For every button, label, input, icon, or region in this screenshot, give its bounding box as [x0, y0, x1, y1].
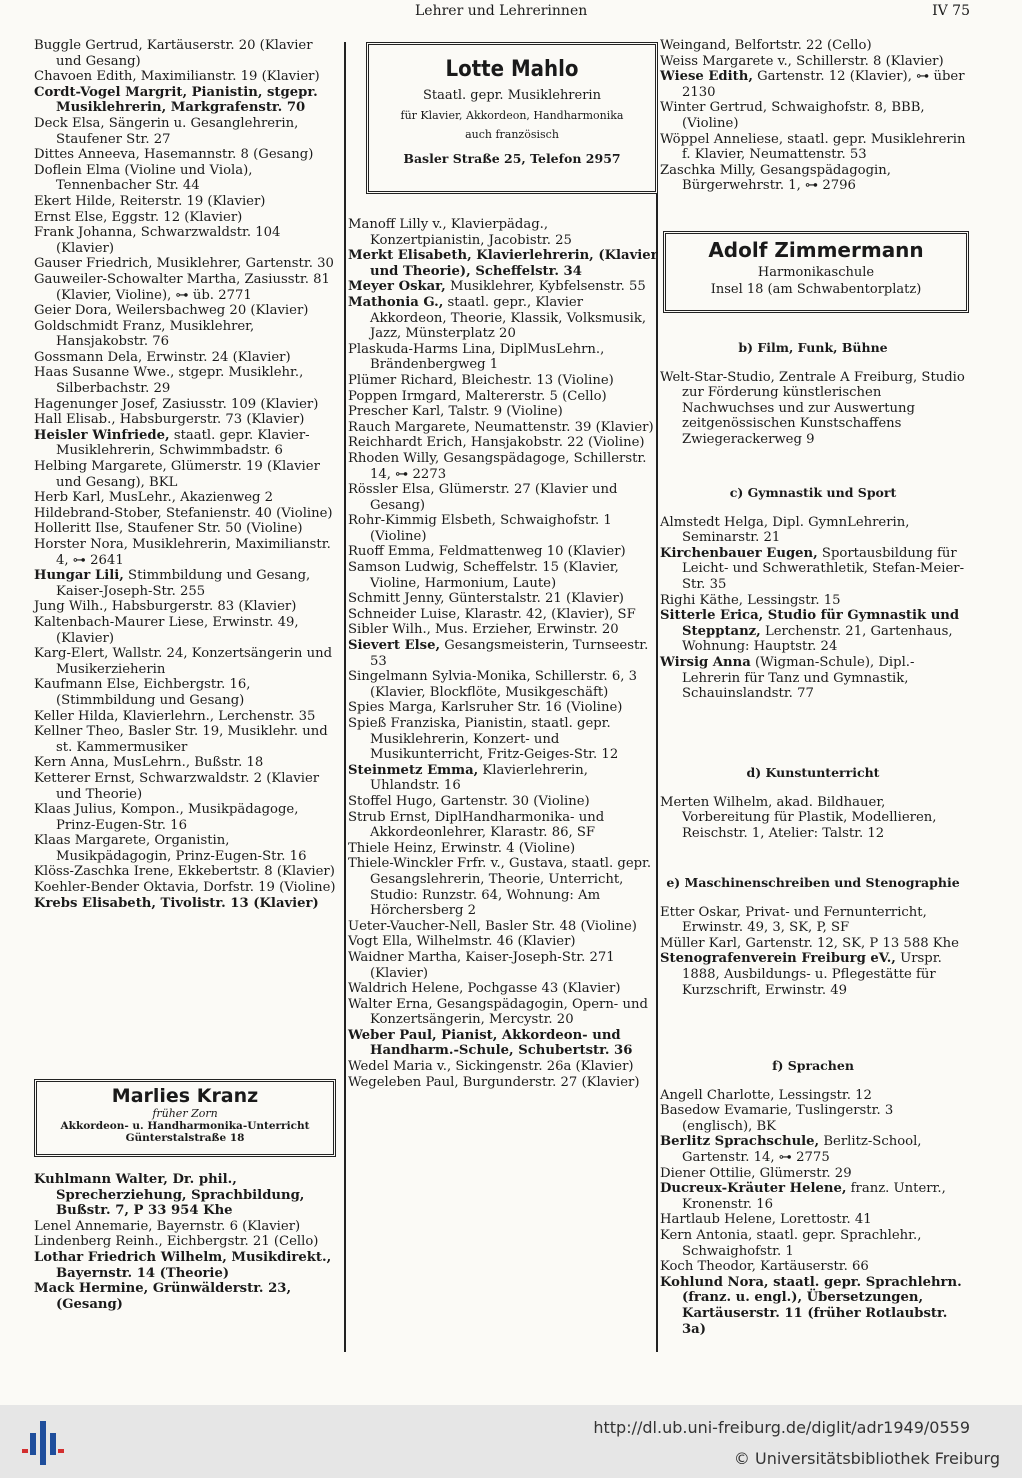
directory-entry: Almstedt Helga, Dipl. GymnLehrerin, Seminarstr. 21 [660, 514, 910, 546]
directory-entry: Ruoff Emma, Feldmattenweg 10 (Klavier) [348, 544, 626, 560]
directory-entry: Ernst Else, Eggstr. 12 (Klavier) [34, 209, 243, 225]
ad-line: Günterstalstraße 18 [125, 1132, 245, 1144]
ad-name: Lotte Mahlo [445, 57, 579, 82]
directory-entry: Thiele Heinz, Erwinstr. 4 (Violine) [348, 840, 576, 856]
ad-line: Harmonikaschule [757, 265, 875, 280]
directory-entry: Dittes Anneeva, Hasemannstr. 8 (Gesang) [34, 147, 314, 163]
entry-name: Sievert Else, [348, 638, 441, 654]
entry-name: Wirsig Anna [660, 654, 751, 670]
directory-entry: Lindenberg Reinh., Eichbergstr. 21 (Cello) [34, 1234, 319, 1250]
entry-name: Kirchenbauer Eugen, [660, 545, 818, 561]
entry-name: Steinmetz Emma, [348, 762, 479, 778]
directory-entry: Rauch Margarete, Neumattenstr. 39 (Klavier) [348, 419, 654, 435]
directory-entry: Walter Erna, Gesangspädagogin, Opern- und Konzertsängerin, Mercystr. 20 [348, 996, 648, 1028]
directory-entry: Wirsig Anna (Wigman-Schule), Dipl.-Lehrerin für Tanz und Gymnastik, Schauinslandstr. 77 [660, 654, 915, 702]
directory-entry: Hildebrand-Stober, Stefanienstr. 40 (Violine) [34, 505, 333, 521]
directory-entry: Ekert Hilde, Reiterstr. 19 (Klavier) [34, 193, 266, 209]
entry-name: Stenografenverein Freiburg eV., [660, 951, 896, 967]
directory-entry: Klaas Margarete, Organistin, Musikpädagogin, Prinz-Eugen-Str. 16 [34, 833, 307, 864]
document-url-link[interactable]: http://dl.ub.uni-freiburg.de/diglit/adr1949/0559 [593, 1418, 970, 1437]
directory-entry: Sibler Wilh., Mus. Erzieher, Erwinstr. 20 [348, 622, 619, 638]
directory-entry: Stenografenverein Freiburg eV., Urspr. 1888, Ausbildungs- u. Pflegestätte für Kurzschrift, Erwinstr. 49 [660, 951, 942, 998]
directory-entry: Frank Johanna, Schwarzwaldstr. 104 (Klavier) [34, 225, 281, 256]
directory-entry: Welt-Star-Studio, Zentrale A Freiburg, Studio zur Förderung künstlerischen Nachwuchses und zur Auswertung zeitgenössischen Kunstschaffens Zwiegerackerweg 9 [660, 369, 965, 447]
directory-entry: Helbing Margarete, Glümerstr. 19 (Klavier und Gesang), BKL [34, 459, 320, 490]
directory-entry: Kern Anna, MusLehrn., Bußstr. 18 [34, 755, 264, 771]
directory-entry: Angell Charlotte, Lessingstr. 12 [660, 1087, 872, 1103]
section-heading: c) Gymnastik und Sport [729, 485, 897, 500]
entry-name: Ducreux-Kräuter Helene, [660, 1181, 847, 1197]
directory-entry: Spieß Franziska, Pianistin, staatl. gepr. Musiklehrerin, Konzert- und Musikunterricht, Fritz-Geiges-Str. 12 [348, 716, 619, 763]
section-film-funk-buehne [660, 340, 966, 448]
column-divider [344, 42, 346, 1352]
ad-line: auch französisch [465, 128, 559, 141]
directory-entry: Kuhlmann Walter, Dr. phil., Sprecherziehung, Sprachbildung, Bußstr. 7, P 33 954 Khe [34, 1172, 305, 1219]
directory-entry: Meyer Oskar, Musiklehrer, Kybfelsenstr. 55 [348, 279, 646, 295]
directory-entry: Rohr-Kimmig Elsbeth, Schwaighofstr. 1 (Violine) [348, 513, 612, 544]
ad-name: Adolf Zimmermann [708, 238, 924, 262]
directory-entry: Lenel Annemarie, Bayernstr. 6 (Klavier) [34, 1218, 301, 1234]
directory-entry: Keller Hilda, Klavierlehrn., Lerchenstr. 35 [34, 708, 316, 724]
directory-entry: Holleritt Ilse, Staufener Str. 50 (Violine) [34, 521, 303, 537]
directory-entry: Doflein Elma (Violine und Viola), Tennenbacher Str. 44 [34, 162, 253, 194]
directory-entry: Wegeleben Paul, Burgunderstr. 27 (Klavier) [348, 1074, 640, 1090]
directory-entry: Sitterle Erica, Studio für Gymnastik und Stepptanz, Lerchenstr. 21, Gartenhaus, Wohnung: Hauptstr. 24 [660, 608, 960, 655]
entry-name: Mathonia G., [348, 294, 444, 310]
entry-name: Hungar Lili, [34, 568, 124, 584]
directory-entry: Plümer Richard, Bleichestr. 13 (Violine) [348, 372, 614, 388]
entry-name: Wiese Edith, [660, 69, 753, 85]
ad-lotte-mahlo [366, 42, 658, 194]
directory-entry: Weingand, Belfortstr. 22 (Cello) [660, 38, 872, 53]
directory-entry: Kellner Theo, Basler Str. 19, Musiklehr. und st. Kammermusiker [34, 724, 328, 755]
directory-entry: Kohlund Nora, staatl. gepr. Sprachlehrn. (franz. u. engl.), Übersetzungen, Kartäuserstr. 11 (früher Rotlaubstr. 3a) [660, 1274, 962, 1337]
directory-entry: Righi Käthe, Lessingstr. 15 [660, 592, 841, 608]
directory-entry: Vogt Ella, Wilhelmstr. 46 (Klavier) [348, 934, 576, 950]
directory-entry: Mack Hermine, Grünwälderstr. 23, (Gesang) [34, 1281, 292, 1312]
directory-entry: Reichhardt Erich, Hansjakobstr. 22 (Violine) [348, 435, 645, 451]
section-heading: d) Kunstunterricht [746, 765, 880, 780]
directory-entry: Diener Ottilie, Glümerstr. 29 [660, 1165, 852, 1181]
directory-entry: Schneider Luise, Klarastr. 42, (Klavier), SF [348, 606, 636, 622]
directory-entry: Krebs Elisabeth, Tivolistr. 13 (Klavier) [34, 895, 319, 911]
page-header-title: Lehrer und Lehrerinnen [415, 3, 588, 19]
directory-entry: Goldschmidt Franz, Musiklehrer, Hansjakobstr. 76 [34, 318, 255, 350]
directory-entry: Winter Gertrud, Schwaighofstr. 8, BBB, (Violine) [660, 100, 925, 131]
directory-entry: Stoffel Hugo, Gartenstr. 30 (Violine) [348, 793, 590, 809]
ad-name: Marlies Kranz [111, 1085, 259, 1107]
directory-entry: Etter Oskar, Privat- und Fernunterricht, Erwinstr. 49, 3, SK, P, SF [660, 904, 927, 936]
directory-entry: Chavoen Edith, Maximilianstr. 19 (Klavier) [34, 69, 320, 85]
section-maschinenschreiben [660, 875, 966, 998]
entry-name: Heisler Winfriede, [34, 427, 170, 443]
directory-entry: Weber Paul, Pianist, Akkordeon- und Handharm.-Schule, Schubertstr. 36 [348, 1027, 633, 1059]
directory-entry: Gauser Friedrich, Musiklehrer, Gartenstr. 30 [34, 256, 334, 272]
column-middle [348, 217, 658, 1090]
copyright-text: © Universitätsbibliothek Freiburg [733, 1449, 1000, 1468]
directory-entry: Deck Elsa, Sängerin u. Gesanglehrerin, Staufener Str. 27 [34, 115, 299, 147]
entry-name: Berlitz Sprachschule, [660, 1134, 820, 1150]
directory-entry: Sievert Else, Gesangsmeisterin, Turnseestr. 53 [348, 638, 649, 669]
directory-entry: Kirchenbauer Eugen, Sportausbildung für Leicht- und Schwerathletik, Stefan-Meier-Str. 35 [660, 545, 965, 592]
directory-entry: Merten Wilhelm, akad. Bildhauer, Vorbereitung für Plastik, Modellieren, Reischstr. 1, Atelier: Talstr. 12 [660, 794, 937, 841]
ad-line: Staatl. gepr. Musiklehrerin [423, 88, 601, 103]
directory-entry: Weiss Margarete v., Schillerstr. 8 (Klavier) [660, 53, 944, 69]
section-gymnastik-sport [660, 485, 966, 702]
directory-entry: Zaschka Milly, Gesangspädagogin, Bürgerwehrstr. 1, ⊶ 2796 [660, 162, 891, 194]
column-left-continued [34, 1172, 340, 1312]
section-heading: f) Sprachen [772, 1058, 854, 1073]
directory-entry: Hungar Lili, Stimmbildung und Gesang, Kaiser-Joseph-Str. 255 [34, 568, 311, 599]
directory-entry: Singelmann Sylvia-Monika, Schillerstr. 6, 3 (Klavier, Blockflöte, Musikgeschäft) [348, 669, 637, 700]
directory-entry: Cordt-Vogel Margrit, Pianistin, stgepr. Musiklehrerin, Markgrafenstr. 70 [34, 84, 318, 116]
directory-entry: Ueter-Vaucher-Nell, Basler Str. 48 (Violine) [348, 918, 637, 934]
section-sprachen [660, 1058, 966, 1337]
entry-name: Meyer Oskar, [348, 279, 446, 295]
ad-line: früher Zorn [152, 1107, 218, 1120]
directory-entry: Haas Susanne Wwe., stgepr. Musiklehr., Silberbachstr. 29 [34, 365, 304, 397]
directory-entry: Spies Marga, Karlsruher Str. 16 (Violine) [348, 700, 623, 716]
directory-entry: Klöss-Zaschka Irene, Ekkebertstr. 8 (Klavier) [34, 864, 335, 880]
directory-entry: Gossmann Dela, Erwinstr. 24 (Klavier) [34, 349, 291, 365]
directory-entry: Waldrich Helene, Pochgasse 43 (Klavier) [348, 981, 621, 997]
directory-entry: Poppen Irmgard, Maltererstr. 5 (Cello) [348, 388, 607, 404]
directory-entry: Waidner Martha, Kaiser-Joseph-Str. 271 (Klavier) [348, 949, 615, 981]
directory-entry: Herb Karl, MusLehr., Akazienweg 2 [34, 490, 274, 506]
directory-entry: Berlitz Sprachschule, Berlitz-School, Gartenstr. 14, ⊶ 2775 [660, 1134, 922, 1165]
directory-entry: Heisler Winfriede, staatl. gepr. Klavier-Musiklehrerin, Schwimmbadstr. 6 [34, 427, 310, 459]
directory-entry: Ducreux-Kräuter Helene, franz. Unterr., Kronenstr. 16 [660, 1181, 946, 1212]
directory-entry: Rössler Elsa, Glümerstr. 27 (Klavier und Gesang) [348, 482, 618, 513]
directory-entry: Hartlaub Helene, Lorettostr. 41 [660, 1212, 872, 1228]
directory-entry: Koch Theodor, Kartäuserstr. 66 [660, 1259, 869, 1275]
viewer-footer [0, 1405, 1022, 1478]
directory-entry: Basedow Evamarie, Tuslingerstr. 3 (englisch), BK [660, 1103, 894, 1134]
column-right [660, 38, 966, 194]
section-heading: e) Maschinenschreiben und Stenographie [666, 875, 960, 890]
directory-entry: Wedel Maria v., Sickingenstr. 26a (Klavier) [348, 1059, 634, 1075]
directory-entry: Merkt Elisabeth, Klavierlehrerin, (Klavier und Theorie), Scheffelstr. 34 [348, 248, 658, 279]
directory-entry: Lothar Friedrich Wilhelm, Musikdirekt., Bayernstr. 14 (Theorie) [34, 1249, 332, 1281]
directory-entry: Geier Dora, Weilersbachweg 20 (Klavier) [34, 303, 309, 319]
directory-entry: Plaskuda-Harms Lina, DiplMusLehrn., Brändenbergweg 1 [348, 341, 605, 373]
directory-entry: Samson Ludwig, Scheffelstr. 15 (Klavier, Violine, Harmonium, Laute) [348, 560, 619, 591]
directory-entry: Kaufmann Else, Eichbergstr. 16, (Stimmbildung und Gesang) [34, 677, 251, 708]
directory-entry: Buggle Gertrud, Kartäuserstr. 20 (Klavier und Gesang) [34, 38, 313, 69]
directory-entry: Prescher Karl, Talstr. 9 (Violine) [348, 404, 563, 420]
directory-entry: Müller Karl, Gartenstr. 12, SK, P 13 588 Khe [660, 935, 959, 951]
directory-entry: Wiese Edith, Gartenstr. 12 (Klavier), ⊶ über 2130 [660, 69, 965, 100]
ad-line: für Klavier, Akkordeon, Handharmonika [400, 109, 624, 122]
directory-entry: Thiele-Winckler Frfr. v., Gustava, staatl. gepr. Gesangslehrerin, Theorie, Unterricht, Studio: Runzstr. 64, Wohnung: Am Hörchersberg 2 [348, 856, 652, 919]
directory-entry: Steinmetz Emma, Klavierlehrerin, Uhlandstr. 16 [348, 762, 588, 794]
ad-marlies-kranz [34, 1079, 336, 1157]
directory-entry: Gauweiler-Schowalter Martha, Zasiusstr. 81 (Klavier, Violine), ⊶ üb. 2771 [34, 271, 330, 303]
ad-adolf-zimmermann [663, 231, 969, 313]
directory-entry: Koehler-Bender Oktavia, Dorfstr. 19 (Violine) [34, 880, 336, 896]
page-number: IV 75 [932, 3, 970, 19]
column-left [34, 38, 340, 911]
directory-entry: Wöppel Anneliese, staatl. gepr. Musiklehrerin f. Klavier, Neumattenstr. 53 [660, 131, 966, 163]
section-heading: b) Film, Funk, Bühne [738, 340, 888, 355]
directory-entry: Hall Elisab., Habsburgerstr. 73 (Klavier) [34, 412, 305, 428]
directory-entry: Mathonia G., staatl. gepr., Klavier Akkordeon, Theorie, Klassik, Volksmusik, Jazz, Münsterplatz 20 [348, 294, 647, 342]
directory-entry: Jung Wilh., Habsburgerstr. 83 (Klavier) [34, 599, 297, 615]
directory-entry: Horster Nora, Musiklehrerin, Maximilianstr. 4, ⊶ 2641 [34, 537, 331, 568]
library-logo-icon [22, 1419, 66, 1467]
entry-name: Sitterle Erica, Studio für Gymnastik und Stepptanz, [660, 608, 960, 639]
directory-entry: Ketterer Ernst, Schwarzwaldstr. 2 (Klavier und Theorie) [34, 770, 320, 802]
directory-entry: Rhoden Willy, Gesangspädagoge, Schillerstr. 14, ⊶ 2273 [348, 450, 647, 482]
ad-line: Insel 18 (am Schwabentorplatz) [710, 282, 922, 297]
directory-entry: Klaas Julius, Kompon., Musikpädagoge, Prinz-Eugen-Str. 16 [34, 802, 299, 833]
directory-entry: Kern Antonia, staatl. gepr. Sprachlehr., Schwaighofstr. 1 [660, 1227, 922, 1259]
ad-line: Basler Straße 25, Telefon 2957 [403, 151, 621, 166]
directory-entry: Manoff Lilly v., Klavierpädag., Konzertpianistin, Jacobistr. 25 [348, 217, 572, 248]
ad-line: Akkordeon- u. Handharmonika-Unterricht [60, 1120, 310, 1132]
directory-entry: Hagenunger Josef, Zasiusstr. 109 (Klavier) [34, 396, 319, 412]
directory-entry: Karg-Elert, Wallstr. 24, Konzertsängerin und Musikerzieherin [34, 646, 333, 677]
section-kunstunterricht [660, 765, 966, 841]
directory-entry: Schmitt Jenny, Günterstalstr. 21 (Klavier) [348, 591, 624, 607]
directory-entry: Kaltenbach-Maurer Liese, Erwinstr. 49, (Klavier) [34, 614, 299, 646]
directory-entry: Strub Ernst, DiplHandharmonika- und Akkordeonlehrer, Klarastr. 86, SF [348, 809, 605, 841]
